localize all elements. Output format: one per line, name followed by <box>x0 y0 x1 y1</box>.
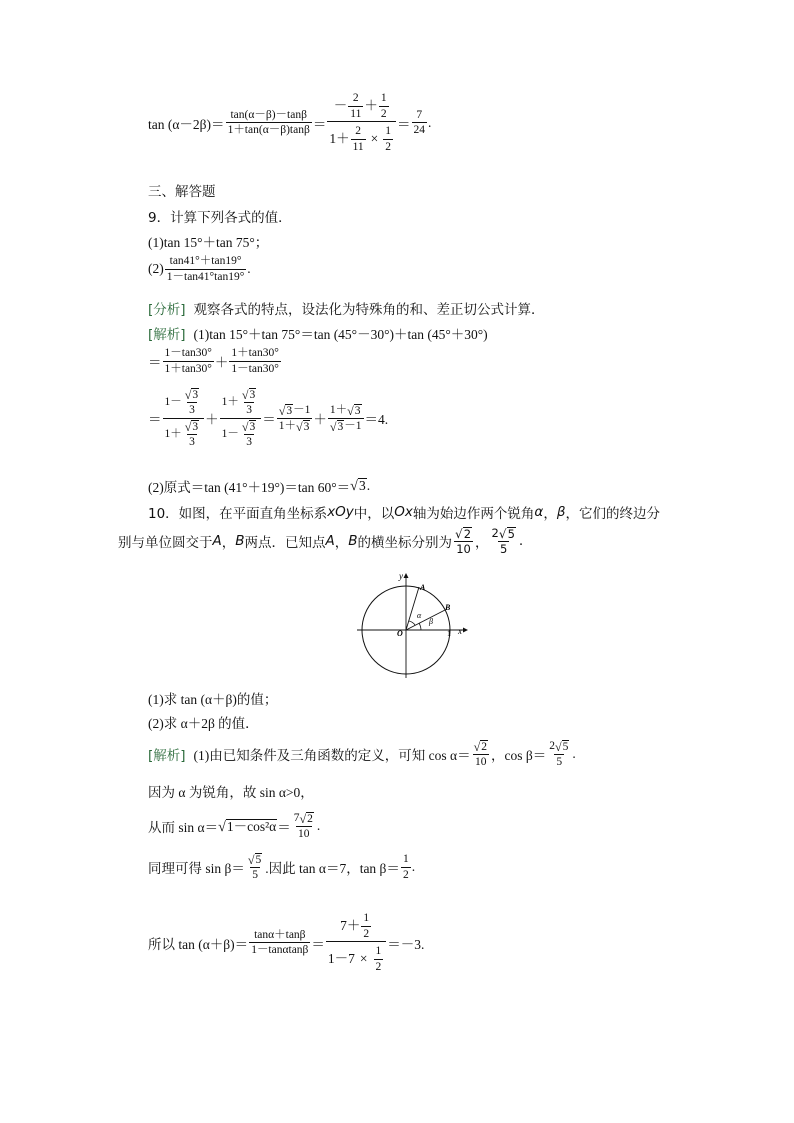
frac-2sqrt5-5 <box>490 527 518 556</box>
sqrt3-over-3 <box>240 388 258 417</box>
frac-1-2 <box>401 853 411 881</box>
sqrt: √ 3 <box>184 387 199 402</box>
x-axis-arrow <box>463 628 468 633</box>
frac-2sqrt5-5 <box>547 740 571 769</box>
sol2-line-1 <box>148 740 576 769</box>
frac-complex <box>327 92 396 154</box>
radicand: 3 <box>358 478 366 494</box>
period: . <box>518 533 524 550</box>
den: 11 <box>352 140 364 153</box>
num: 1 <box>402 853 409 866</box>
frac-d <box>328 404 364 433</box>
text: 别与单位圆交于 <box>118 535 213 552</box>
eq-sign: ＝ <box>312 116 327 132</box>
comma: ， <box>334 535 349 552</box>
radicand: 3 <box>192 389 199 401</box>
period: . <box>428 114 432 130</box>
frac-complex-num <box>332 92 392 121</box>
radicand: 3 <box>303 420 310 433</box>
num: 1＋tan30° <box>231 347 279 359</box>
num <box>277 404 313 418</box>
alpha: α <box>534 504 544 520</box>
frac-tan-sum <box>249 929 310 957</box>
comma: ， <box>543 506 557 522</box>
eq-sign: ＝ <box>148 412 162 428</box>
sqrt: √ 5 <box>498 526 515 541</box>
label: (2) <box>148 261 164 277</box>
result: ＝4. <box>364 412 389 428</box>
coef: 7 <box>293 812 300 825</box>
num: tanα＋tanβ <box>254 928 306 941</box>
minus-one: －1 <box>293 403 311 416</box>
radicand: 3 <box>354 404 361 417</box>
period: . <box>316 818 321 834</box>
seven-plus: 7＋ <box>340 917 361 933</box>
period: . <box>247 261 251 277</box>
solution-line-1 <box>148 323 488 343</box>
text: 轴为始边作两个锐角 <box>412 506 535 522</box>
label-one: 1 <box>447 629 451 638</box>
arc-alpha <box>409 621 415 625</box>
unit-circle-figure <box>355 568 475 680</box>
frac-2-11 <box>348 92 363 120</box>
den <box>326 941 386 973</box>
solution-line-3 <box>148 388 388 448</box>
frac-1-2 <box>379 92 389 120</box>
eq-sign: ＝ <box>277 820 291 836</box>
den: 1－tanαtanβ <box>251 944 309 957</box>
num <box>183 420 201 434</box>
sqrt: √ 3 <box>350 478 366 495</box>
lhs: tan (α－2β)＝ <box>148 116 225 132</box>
sqrt: √ 3 <box>296 419 310 434</box>
solution-line-2 <box>148 347 282 375</box>
sqrt: √ 2 <box>455 526 472 541</box>
den: 2 <box>385 140 392 153</box>
radicand: 3 <box>249 389 256 401</box>
q9-part1: (1)tan 15°＋tan 75°； <box>148 235 269 250</box>
ray-oa <box>406 587 419 630</box>
label-y: y <box>399 571 403 581</box>
sqrt: √ 2 <box>299 811 313 826</box>
frac-1 <box>226 109 312 137</box>
period: . <box>366 478 371 493</box>
den: 2 <box>375 960 382 973</box>
ray-ob <box>406 610 445 630</box>
text: (2)原式＝tan (41°＋19°)＝tan 60°＝ <box>148 480 351 495</box>
times-sign: × <box>370 131 379 146</box>
num <box>220 388 262 418</box>
text: 的横坐标分别为 <box>357 535 453 552</box>
frac-c <box>277 404 313 433</box>
frac-complex-den <box>327 121 396 153</box>
eq-tan-alpha-minus-2beta <box>148 92 431 154</box>
num: 1 <box>385 125 392 138</box>
frac-7-24 <box>412 109 428 137</box>
label-b: B <box>445 603 451 612</box>
sqrt: √ 3 <box>241 419 256 434</box>
sol2-line-5 <box>148 912 424 974</box>
den: 3 <box>189 404 195 417</box>
radicand: 3 <box>192 420 199 433</box>
sqrt: √ 3 <box>329 419 344 434</box>
solution-tag: [解析] <box>148 327 186 343</box>
label-alpha: α <box>417 611 422 620</box>
sqrt3-over-3 <box>183 420 201 449</box>
q9-part2 <box>148 255 251 283</box>
radicand: 2 <box>307 813 313 825</box>
num: 7 <box>416 108 423 121</box>
num <box>292 812 316 826</box>
comma: ， <box>221 535 236 552</box>
radicand: 1－cos²α <box>226 818 277 834</box>
text: (1)由已知条件及三角函数的定义，可知 cos α＝ <box>193 748 471 764</box>
frac-a <box>163 347 214 375</box>
q9-stem: 9．计算下列各式的值． <box>148 210 292 226</box>
num: 1 <box>380 92 387 104</box>
frac-complex-2 <box>326 912 386 974</box>
num: 2 <box>355 125 361 138</box>
one: 1 <box>164 396 171 409</box>
plus-sign: ＋ <box>313 412 327 428</box>
text: 中，以 <box>353 506 395 522</box>
den: 24 <box>413 124 426 137</box>
text: 同理可得 sin β＝ <box>148 861 245 877</box>
one-plus: 1＋ <box>329 403 348 416</box>
num <box>183 388 201 402</box>
text: 从而 sin α＝ <box>148 820 219 836</box>
den <box>277 418 313 433</box>
text: 10．如图，在平面直角坐标系 <box>148 506 328 522</box>
sqrt: √ 3 <box>278 403 293 418</box>
num: 1 <box>363 912 370 924</box>
radicand: 5 <box>507 527 515 541</box>
radicand: 3 <box>249 420 256 433</box>
label-x: x <box>458 626 462 636</box>
den: 3 <box>246 435 252 448</box>
period: . <box>572 746 576 762</box>
q10-line-2 <box>118 527 523 556</box>
frac-1-2-b <box>383 125 393 153</box>
y-axis-arrow <box>404 573 409 578</box>
num <box>246 853 264 867</box>
den: 2 <box>402 868 409 881</box>
ox: Ox <box>394 504 413 520</box>
result: ＝－3. <box>387 936 425 952</box>
frac-2-11-b <box>351 125 366 153</box>
sqrt: √ 5 <box>247 852 262 867</box>
num: 1－tan30° <box>164 347 212 359</box>
one-plus: 1＋ <box>221 396 239 409</box>
point-b: B <box>235 533 245 550</box>
den: 2 <box>363 927 370 940</box>
one-plus: 1＋ <box>164 427 182 440</box>
eq-sign: ＝ <box>397 116 411 132</box>
text: ，cos β＝ <box>490 748 547 764</box>
radicand: 3 <box>286 404 293 417</box>
coef: 2 <box>491 526 499 541</box>
eq-sign: ＝ <box>311 936 325 952</box>
eq-sign: ＝ <box>148 355 162 371</box>
sqrt3-over-3 <box>183 388 201 417</box>
section-heading: 三、解答题 <box>148 184 216 200</box>
sqrt: √ 2 <box>473 739 487 754</box>
frac-1-2 <box>361 912 371 940</box>
num: 2 <box>352 92 359 104</box>
times: × <box>359 951 368 966</box>
one-minus-seven: 1－7 <box>327 951 355 966</box>
num <box>490 527 518 541</box>
analysis <box>148 298 545 318</box>
num: 1 <box>375 945 382 958</box>
frac-1-den: 1＋tan(α－β)tanβ <box>227 124 310 137</box>
den: 1－tan30° <box>231 362 279 375</box>
den: 3 <box>189 435 195 448</box>
sol2-line-3 <box>148 812 320 841</box>
comma: ， <box>475 535 489 552</box>
num <box>453 527 474 541</box>
q10-part2: (2)求 α＋2β 的值． <box>148 716 259 731</box>
text: 两点．已知点 <box>244 535 326 552</box>
coef: 2 <box>549 740 555 753</box>
analysis-text: 观察各式的特点，设法化为特殊角的和、差正切公式计算． <box>193 302 545 318</box>
den: 5 <box>500 542 508 557</box>
den: 2 <box>380 107 387 120</box>
frac-sqrt2-10 <box>453 527 474 556</box>
text: ，它们的终边分 <box>565 506 660 522</box>
radicand: 5 <box>255 854 262 866</box>
den: 5 <box>252 869 258 882</box>
solution-tag: [解析] <box>148 748 186 765</box>
den: 10 <box>456 542 471 557</box>
frac-1-num: tan(α－β)－tanβ <box>230 108 307 121</box>
sqrt: √ 5 <box>554 739 569 754</box>
den: 1－tan41°tan19° <box>166 270 245 283</box>
minus-one: －1 <box>344 419 362 432</box>
sqrt: √ 3 <box>347 403 361 418</box>
den <box>220 418 262 449</box>
den: 10 <box>475 756 487 769</box>
period: . <box>411 859 416 875</box>
frac-7sqrt2-10 <box>292 812 316 841</box>
text: 所以 tan (α＋β)＝ <box>148 936 249 952</box>
plus-sign: ＋ <box>205 412 219 428</box>
den: 5 <box>556 756 563 769</box>
sqrt: √ 3 <box>184 419 199 434</box>
solution-line-4 <box>148 476 370 496</box>
den: 1＋tan30° <box>164 362 212 375</box>
num <box>240 420 258 434</box>
den <box>328 418 364 433</box>
one-plus: 1＋ <box>329 131 350 146</box>
num <box>163 388 205 418</box>
solution-text: (1)tan 15°＋tan 75°＝tan (45°－30°)＋tan (45°＋30°) <box>193 327 488 342</box>
point-a: A <box>212 533 222 550</box>
num: tan41°＋tan19° <box>169 255 242 267</box>
arc-beta <box>419 623 421 630</box>
plus-sign: ＋ <box>214 355 229 371</box>
sol2-line-4 <box>148 853 415 882</box>
big-frac-b <box>220 388 262 448</box>
num <box>547 740 571 754</box>
frac-sqrt2-10 <box>472 740 490 769</box>
num <box>328 404 364 418</box>
den: 10 <box>298 828 310 841</box>
beta: β <box>556 504 566 520</box>
q10-part1: (1)求 tan (α＋β)的值； <box>148 692 278 707</box>
frac-sqrt5-5 <box>246 853 264 882</box>
num <box>240 388 258 402</box>
sqrt: √ 1－cos²α <box>218 818 277 835</box>
one-minus: 1－ <box>221 427 239 440</box>
label-a: A <box>420 583 426 592</box>
radicand: 2 <box>463 527 472 541</box>
label-o: O <box>397 629 403 638</box>
sol2-line-2: 因为 α 为锐角，故 sin α>0， <box>148 785 314 800</box>
plus-sign: ＋ <box>364 97 378 113</box>
radicand: 2 <box>481 741 487 753</box>
q9-frac <box>165 255 247 283</box>
eq-sign: ＝ <box>262 412 276 428</box>
num <box>338 912 374 941</box>
xoy: xOy <box>327 504 354 520</box>
den <box>163 418 205 449</box>
minus: － <box>170 396 182 409</box>
den: 11 <box>350 107 362 120</box>
den: 3 <box>246 404 252 417</box>
label-beta: β <box>429 617 433 626</box>
big-frac-a <box>163 388 205 448</box>
radicand: 5 <box>562 741 569 753</box>
frac-1-2 <box>374 945 384 973</box>
text: .因此 tan α＝7，tan β＝ <box>265 861 400 877</box>
point-b: B <box>348 533 358 550</box>
sqrt3-over-3 <box>240 420 258 449</box>
sqrt: √ 3 <box>241 387 256 402</box>
minus-sign: － <box>333 97 348 113</box>
q10-line-1 <box>148 502 660 522</box>
analysis-tag: [分析] <box>148 302 186 318</box>
point-a: A <box>325 533 335 550</box>
radicand: 3 <box>337 420 344 433</box>
one-plus: 1＋ <box>278 419 296 432</box>
frac-b <box>229 347 280 375</box>
num <box>472 740 490 754</box>
